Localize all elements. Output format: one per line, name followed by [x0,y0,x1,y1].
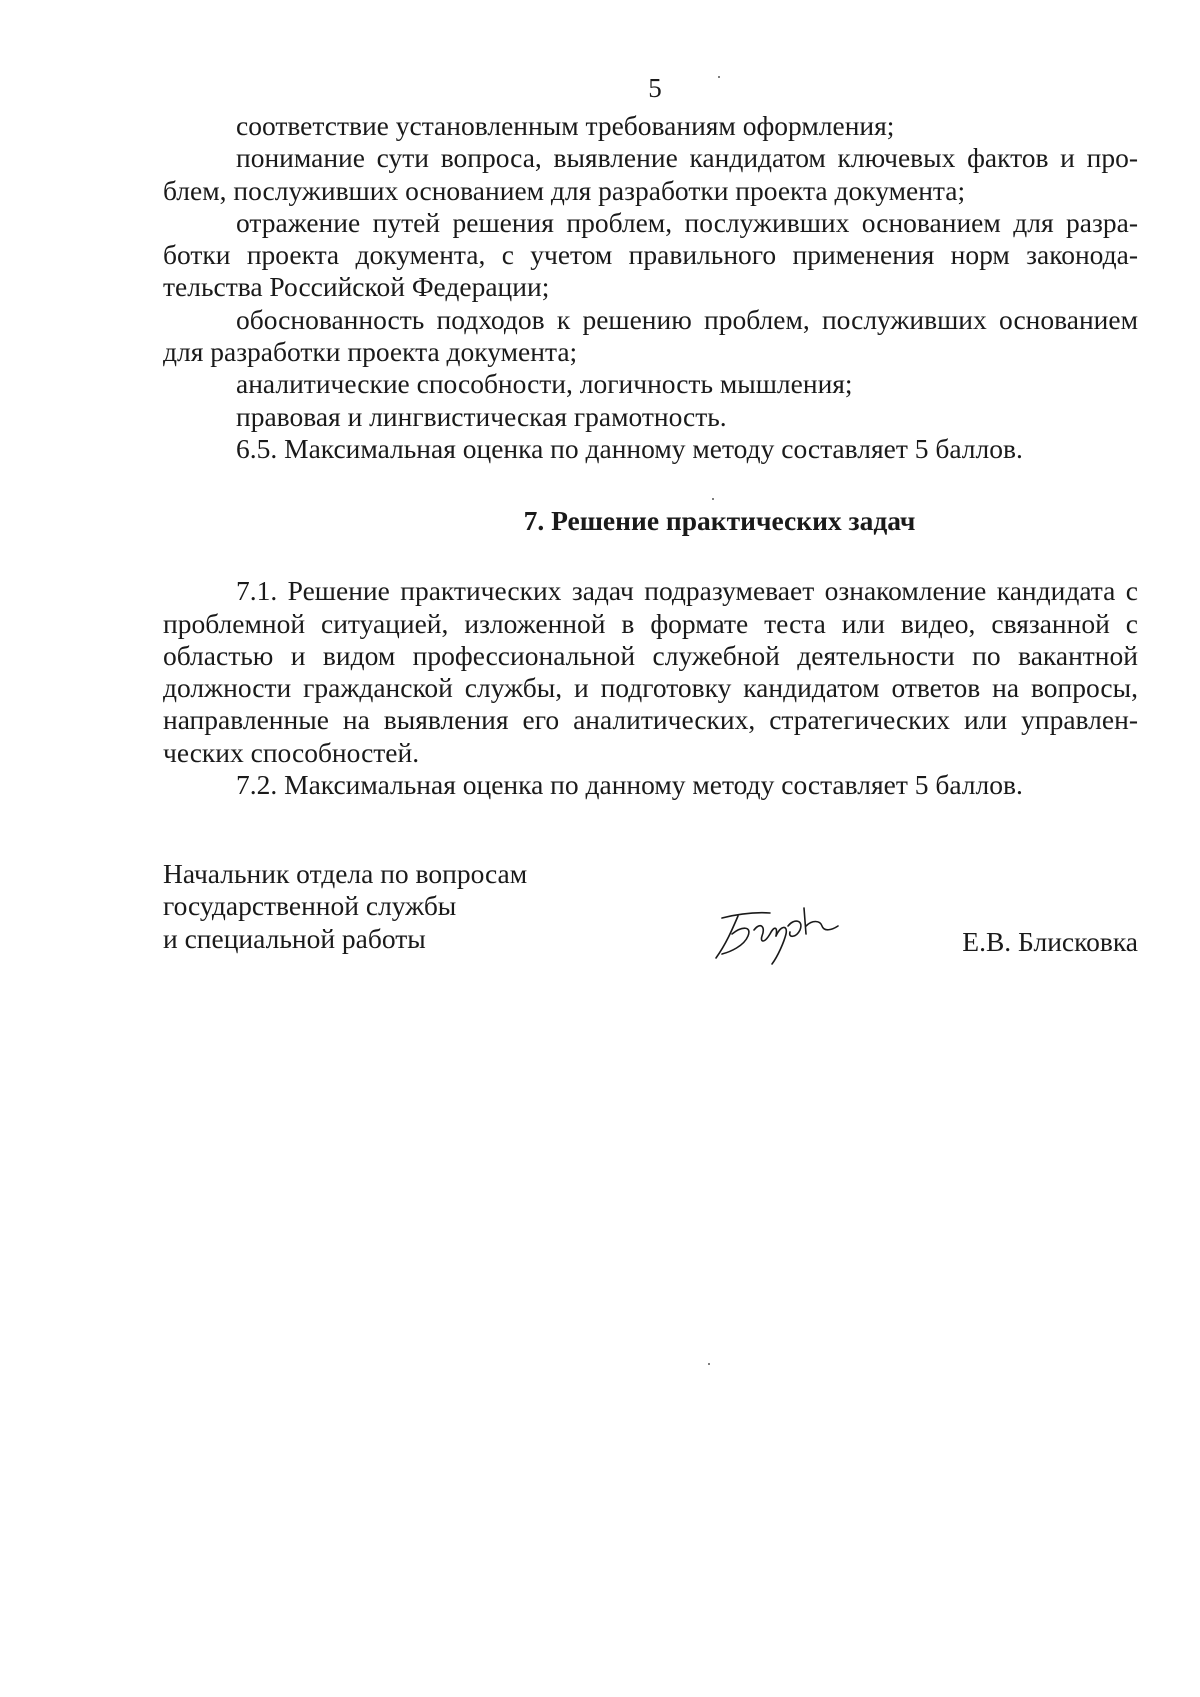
paragraph: аналитические способности, логичность мышления; [236,368,853,400]
signer-name: Е.В. Блисковка [962,926,1138,957]
scan-speck [708,1363,710,1365]
signature-block [163,858,1138,968]
signer-position-line: Начальник отдела по вопросам [163,858,528,889]
paragraph: правовая и лингвистическая грамотность. [236,400,727,432]
signer-position-line: и специальной работы [163,922,426,954]
paragraph: 7.1. Решение практических задач подразумевает ознакомление кандидата с проблемной ситуацией, изложенной в формате теста или видео, связанной с областью и видом профессиональной служебной деятельности по вакантной должности гражданской службы, и подготовку кандидатом ответов на вопросы, направленные на выявления его аналитических, стратегических или управленческих способностей. [163,575,1138,768]
paragraph: 7.2. Максимальная оценка по данному методу составляет 5 баллов. [236,769,1023,801]
paragraph: обоснованность подходов к решению проблем, послуживших основанием для разработки проекта документа; [163,303,1138,368]
paragraph: понимание сути вопроса, выявление кандидатом ключевых фактов и проблем, послуживших основанием для разработки проекта документа; [163,142,1138,206]
handwritten-signature [708,896,848,966]
document-body [163,110,1138,801]
paragraph: 6.5. Максимальная оценка по данному методу составляет 5 баллов. [236,432,1023,464]
section-heading: 7. Решение практических задач [523,505,916,537]
page-number: 5 [648,73,662,103]
paragraph: соответствие установленным требованиям оформления; [236,110,895,141]
scan-speck [718,76,720,78]
signer-position-line: государственной службы [163,890,457,922]
scan-speck [712,498,714,500]
signer-position [163,858,583,955]
paragraph: отражение путей решения проблем, послуживших основанием для разработки проекта документа, с учетом правильного применения норм законодательства Российской Федерации; [163,206,1138,303]
